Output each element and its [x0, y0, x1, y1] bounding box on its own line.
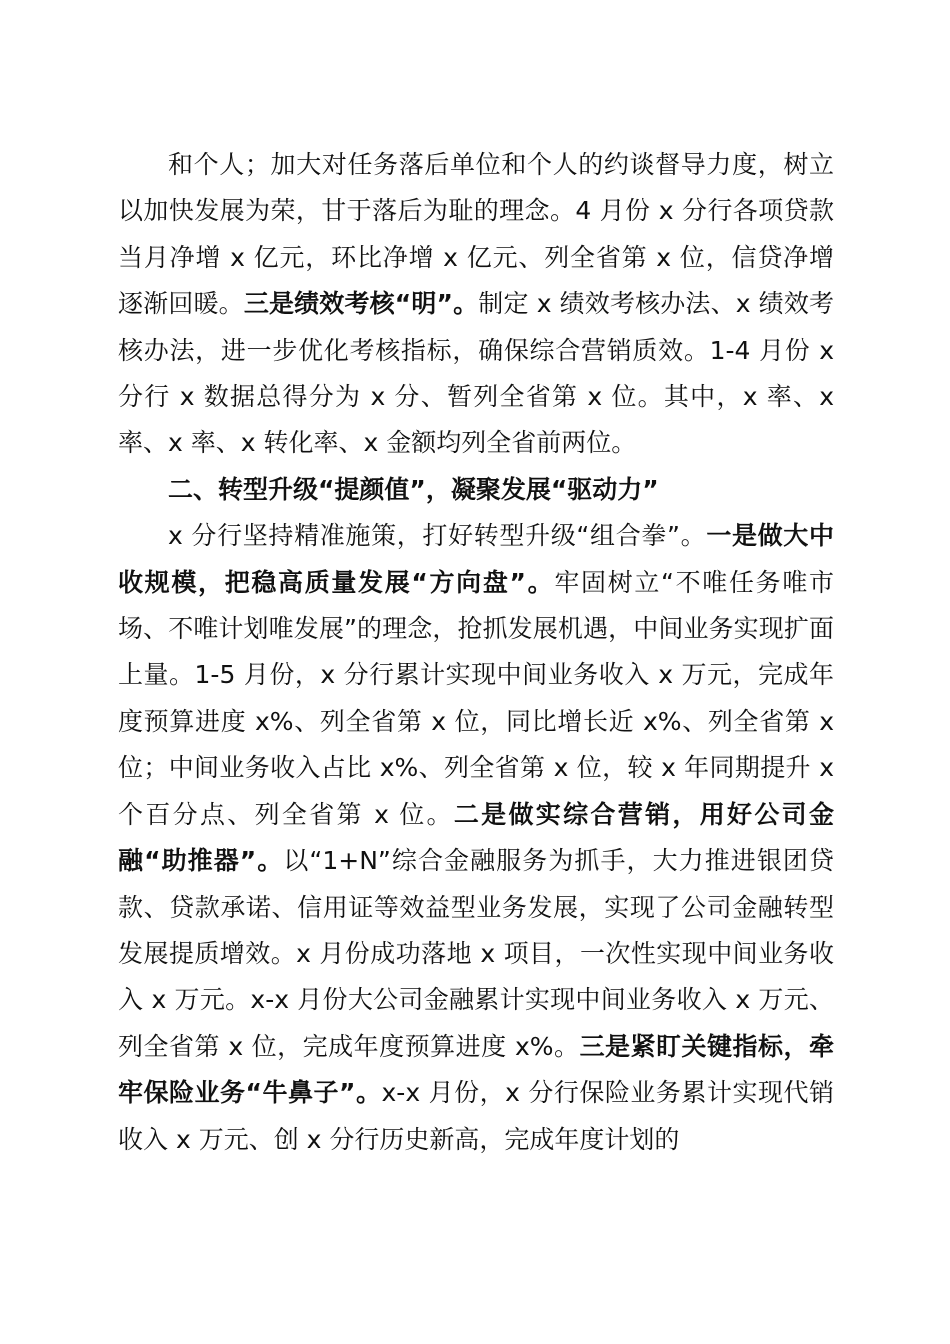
paragraph-text: 以“1+N”综合金融服务为抓手，大力推进银团贷款、贷款承诺、信用证等效益型业务发展，实现了公司金融转型发展提质增效。x 月份成功落地 x 项目，一次性实现中间业务收入 x 万元。x-x 月份大公司金融累计实现中间业务收入 x 万元、列全省第 x 位，完成年度预算进度 x%。 — [118, 846, 834, 1061]
paragraph-performance-review — [118, 142, 834, 467]
bold-point-key-indicators: 三是紧盯关键指标，牵牢保险业务“牛鼻子”。 — [118, 1031, 834, 1108]
section-heading-transformation: 二、转型升级“提颜值”，凝聚发展“驱动力” — [168, 474, 659, 504]
paragraph-text: 牢固树立“不唯任务唯市场、不唯计划唯发展”的理念，抢抓发展机遇，中间业务实现扩面上量。1-5 月份，x 分行累计实现中间业务收入 x 万元，完成年度预算进度 x%、列全省第 x 位，同比增长近 x%、列全省第 x 位；中间业务收入占比 x%、列全省第 x 位，较 x 年同期提升 x 个百分点、列全省第 x 位。 — [118, 567, 834, 829]
bold-point-performance: 三是绩效考核“明”。 — [243, 289, 479, 319]
paragraph-text: x 分行坚持精准施策，打好转型升级“组合拳”。 — [168, 521, 707, 551]
paragraph-text: x-x 月份，x 分行保险业务累计实现代销收入 x 万元、创 x 分行历史新高，完成年度计划的 — [118, 1078, 834, 1154]
paragraph-text: 制定 x 绩效考核办法、x 绩效考核办法，进一步优化考核指标，确保综合营销质效。1-4 月份 x 分行 x 数据总得分为 x 分、暂列全省第 x 位。其中，x 率、x 率、x 率、x 转化率、x 金额均列全省前两位。 — [118, 289, 834, 458]
bold-point-income-scale: 一是做大中收规模，把稳高质量发展“方向盘”。 — [118, 521, 834, 597]
bold-point-integrated-marketing: 二是做实综合营销，用好公司金融“助推器”。 — [118, 799, 834, 876]
paragraph-transformation — [118, 513, 834, 1163]
document-body — [118, 142, 834, 1163]
paragraph-text: 和个人；加大对任务落后单位和个人的约谈督导力度，树立以加快发展为荣，甘于落后为耻的理念。4 月份 x 分行各项贷款当月净增 x 亿元，环比净增 x 亿元、列全省第 x 位，信贷净增逐渐回暖。 — [118, 150, 834, 319]
